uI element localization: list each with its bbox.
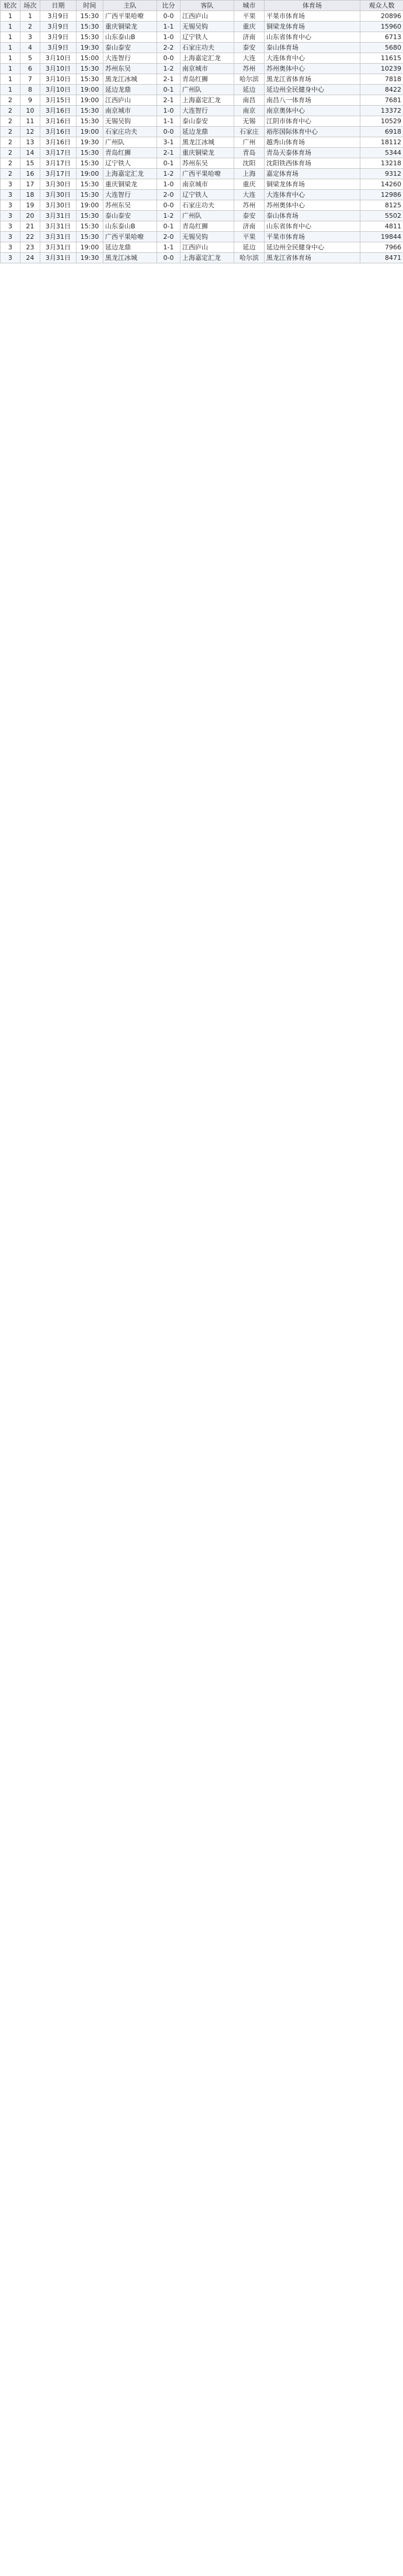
cell-city: 平果: [234, 11, 265, 22]
cell-round: 3: [1, 179, 20, 190]
cell-time: 15:30: [77, 22, 103, 32]
cell-round: 1: [1, 43, 20, 53]
cell-round: 1: [1, 74, 20, 85]
cell-stadium: 铜梁龙体育场: [265, 179, 360, 190]
cell-city: 大连: [234, 190, 265, 200]
cell-time: 19:30: [77, 43, 103, 53]
cell-match: 13: [20, 137, 40, 148]
cell-home-team: 重庆铜梁龙: [103, 179, 157, 190]
cell-home-team: 南京城市: [103, 106, 157, 116]
table-row: [1, 95, 403, 106]
cell-stadium: 延边州全民健身中心: [265, 242, 360, 253]
cell-city: 无锡: [234, 116, 265, 127]
cell-attendance: 10239: [360, 64, 403, 74]
cell-round: 1: [1, 64, 20, 74]
cell-stadium: 铜梁龙体育场: [265, 22, 360, 32]
cell-attendance: 13218: [360, 158, 403, 169]
cell-time: 15:30: [77, 64, 103, 74]
cell-stadium: 大连体育中心: [265, 53, 360, 64]
cell-match: 24: [20, 253, 40, 263]
cell-stadium: 延边州全民健身中心: [265, 85, 360, 95]
cell-away-team: 大连智行: [180, 106, 234, 116]
table-row: [1, 158, 403, 169]
cell-score: 2-0: [157, 190, 180, 200]
cell-away-team: 江西庐山: [180, 11, 234, 22]
cell-home-team: 黑龙江冰城: [103, 74, 157, 85]
cell-city: 重庆: [234, 179, 265, 190]
cell-stadium: 江阴市体育中心: [265, 116, 360, 127]
cell-city: 广州: [234, 137, 265, 148]
cell-match: 6: [20, 64, 40, 74]
cell-time: 19:30: [77, 137, 103, 148]
cell-round: 2: [1, 169, 20, 179]
cell-city: 苏州: [234, 200, 265, 211]
cell-time: 15:30: [77, 148, 103, 158]
cell-time: 15:30: [77, 32, 103, 43]
table-row: [1, 32, 403, 43]
cell-match: 18: [20, 190, 40, 200]
header-row: [1, 1, 403, 11]
cell-time: 15:30: [77, 74, 103, 85]
cell-away-team: 上海嘉定汇龙: [180, 95, 234, 106]
cell-round: 3: [1, 190, 20, 200]
cell-city: 苏州: [234, 64, 265, 74]
table-row: [1, 211, 403, 221]
cell-round: 2: [1, 116, 20, 127]
table-row: [1, 85, 403, 95]
cell-city: 哈尔滨: [234, 253, 265, 263]
cell-round: 2: [1, 95, 20, 106]
cell-match: 2: [20, 22, 40, 32]
cell-city: 沈阳: [234, 158, 265, 169]
cell-time: 19:00: [77, 95, 103, 106]
cell-away-team: 延边龙鼎: [180, 127, 234, 137]
cell-city: 延边: [234, 242, 265, 253]
cell-round: 3: [1, 242, 20, 253]
cell-date: 3月10日: [40, 85, 77, 95]
table-row: [1, 232, 403, 242]
cell-time: 19:00: [77, 127, 103, 137]
cell-match: 14: [20, 148, 40, 158]
cell-home-team: 广西平果哈嘹: [103, 232, 157, 242]
col-header-score: 比分: [157, 1, 180, 11]
cell-stadium: 黑龙江省体育场: [265, 253, 360, 263]
cell-round: 1: [1, 53, 20, 64]
cell-away-team: 重庆铜梁龙: [180, 148, 234, 158]
cell-attendance: 8125: [360, 200, 403, 211]
cell-time: 19:00: [77, 200, 103, 211]
cell-stadium: 泰山体育场: [265, 211, 360, 221]
cell-date: 3月30日: [40, 179, 77, 190]
cell-home-team: 辽宁铁人: [103, 158, 157, 169]
cell-score: 0-0: [157, 11, 180, 22]
cell-stadium: 苏州奥体中心: [265, 64, 360, 74]
cell-match: 23: [20, 242, 40, 253]
table-row: [1, 11, 403, 22]
cell-score: 0-0: [157, 127, 180, 137]
table-row: [1, 253, 403, 263]
cell-match: 16: [20, 169, 40, 179]
cell-away-team: 江西庐山: [180, 242, 234, 253]
cell-away-team: 广西平果哈嘹: [180, 169, 234, 179]
cell-attendance: 5502: [360, 211, 403, 221]
cell-away-team: 青岛红狮: [180, 74, 234, 85]
cell-home-team: 苏州东吴: [103, 200, 157, 211]
cell-time: 15:30: [77, 11, 103, 22]
cell-stadium: 越秀山体育场: [265, 137, 360, 148]
cell-away-team: 泰山泰安: [180, 116, 234, 127]
cell-time: 15:30: [77, 232, 103, 242]
cell-date: 3月31日: [40, 211, 77, 221]
cell-city: 石家庄: [234, 127, 265, 137]
cell-city: 济南: [234, 32, 265, 43]
table-row: [1, 200, 403, 211]
table-row: [1, 127, 403, 137]
cell-city: 大连: [234, 53, 265, 64]
cell-stadium: 山东省体育中心: [265, 32, 360, 43]
cell-home-team: 江西庐山: [103, 95, 157, 106]
cell-round: 2: [1, 148, 20, 158]
cell-attendance: 11615: [360, 53, 403, 64]
cell-city: 延边: [234, 85, 265, 95]
cell-score: 0-1: [157, 85, 180, 95]
cell-attendance: 7966: [360, 242, 403, 253]
cell-attendance: 7818: [360, 74, 403, 85]
table-row: [1, 221, 403, 232]
cell-date: 3月9日: [40, 32, 77, 43]
cell-time: 19:00: [77, 169, 103, 179]
cell-home-team: 延边龙鼎: [103, 85, 157, 95]
cell-city: 泰安: [234, 211, 265, 221]
cell-away-team: 无锡吴钩: [180, 232, 234, 242]
cell-city: 青岛: [234, 148, 265, 158]
cell-score: 1-1: [157, 242, 180, 253]
cell-score: 1-2: [157, 64, 180, 74]
cell-attendance: 6713: [360, 32, 403, 43]
cell-round: 2: [1, 106, 20, 116]
cell-match: 4: [20, 43, 40, 53]
cell-date: 3月15日: [40, 95, 77, 106]
cell-stadium: 山东省体育中心: [265, 221, 360, 232]
cell-match: 17: [20, 179, 40, 190]
table-row: [1, 169, 403, 179]
cell-attendance: 5344: [360, 148, 403, 158]
cell-away-team: 无锡吴钩: [180, 22, 234, 32]
cell-city: 泰安: [234, 43, 265, 53]
cell-score: 0-0: [157, 253, 180, 263]
cell-home-team: 延边龙鼎: [103, 242, 157, 253]
cell-round: 1: [1, 85, 20, 95]
cell-date: 3月17日: [40, 148, 77, 158]
cell-score: 1-2: [157, 169, 180, 179]
cell-time: 19:00: [77, 242, 103, 253]
cell-time: 15:00: [77, 53, 103, 64]
cell-attendance: 10529: [360, 116, 403, 127]
table-row: [1, 116, 403, 127]
cell-round: 1: [1, 32, 20, 43]
cell-match: 7: [20, 74, 40, 85]
cell-date: 3月31日: [40, 242, 77, 253]
match-table: [0, 0, 403, 263]
cell-time: 15:30: [77, 221, 103, 232]
cell-home-team: 广州队: [103, 137, 157, 148]
table-row: [1, 148, 403, 158]
cell-score: 1-0: [157, 179, 180, 190]
table-row: [1, 74, 403, 85]
cell-time: 15:30: [77, 179, 103, 190]
cell-date: 3月16日: [40, 106, 77, 116]
cell-match: 21: [20, 221, 40, 232]
cell-time: 15:30: [77, 190, 103, 200]
table-body: [1, 11, 403, 263]
cell-score: 2-2: [157, 43, 180, 53]
cell-away-team: 苏州东吴: [180, 158, 234, 169]
cell-attendance: 4811: [360, 221, 403, 232]
cell-match: 3: [20, 32, 40, 43]
cell-round: 3: [1, 221, 20, 232]
cell-date: 3月10日: [40, 53, 77, 64]
cell-match: 22: [20, 232, 40, 242]
cell-round: 2: [1, 137, 20, 148]
cell-attendance: 20896: [360, 11, 403, 22]
cell-date: 3月30日: [40, 190, 77, 200]
cell-match: 20: [20, 211, 40, 221]
cell-city: 济南: [234, 221, 265, 232]
col-header-stadium: 体育场: [265, 1, 360, 11]
col-header-attendance: 观众人数: [360, 1, 403, 11]
cell-home-team: 黑龙江冰城: [103, 253, 157, 263]
cell-score: 2-0: [157, 232, 180, 242]
cell-attendance: 8471: [360, 253, 403, 263]
cell-attendance: 19844: [360, 232, 403, 242]
cell-home-team: 石家庄功夫: [103, 127, 157, 137]
cell-away-team: 南京城市: [180, 179, 234, 190]
cell-stadium: 南昌八一体育场: [265, 95, 360, 106]
cell-city: 南京: [234, 106, 265, 116]
cell-round: 2: [1, 127, 20, 137]
cell-match: 11: [20, 116, 40, 127]
cell-score: 1-1: [157, 22, 180, 32]
cell-date: 3月9日: [40, 22, 77, 32]
cell-date: 3月9日: [40, 43, 77, 53]
cell-attendance: 14260: [360, 179, 403, 190]
table-row: [1, 106, 403, 116]
cell-score: 1-0: [157, 106, 180, 116]
table-row: [1, 43, 403, 53]
table-row: [1, 64, 403, 74]
cell-match: 15: [20, 158, 40, 169]
cell-round: 2: [1, 158, 20, 169]
cell-round: 3: [1, 253, 20, 263]
cell-attendance: 13372: [360, 106, 403, 116]
cell-stadium: 黑龙江省体育场: [265, 74, 360, 85]
cell-home-team: 大连智行: [103, 53, 157, 64]
cell-away-team: 南京城市: [180, 64, 234, 74]
cell-match: 19: [20, 200, 40, 211]
cell-time: 19:30: [77, 253, 103, 263]
cell-home-team: 青岛红狮: [103, 148, 157, 158]
cell-match: 12: [20, 127, 40, 137]
cell-away-team: 石家庄功夫: [180, 200, 234, 211]
cell-city: 南昌: [234, 95, 265, 106]
cell-away-team: 广州队: [180, 211, 234, 221]
col-header-city: 城市: [234, 1, 265, 11]
cell-score: 1-2: [157, 211, 180, 221]
cell-home-team: 泰山泰安: [103, 211, 157, 221]
col-header-date: 日期: [40, 1, 77, 11]
cell-date: 3月16日: [40, 137, 77, 148]
cell-date: 3月10日: [40, 64, 77, 74]
cell-date: 3月17日: [40, 169, 77, 179]
cell-home-team: 重庆铜梁龙: [103, 22, 157, 32]
cell-stadium: 平果市体育场: [265, 232, 360, 242]
cell-home-team: 上海嘉定汇龙: [103, 169, 157, 179]
cell-time: 15:30: [77, 158, 103, 169]
cell-away-team: 广州队: [180, 85, 234, 95]
table-row: [1, 53, 403, 64]
table-row: [1, 242, 403, 253]
cell-round: 1: [1, 11, 20, 22]
cell-attendance: 9312: [360, 169, 403, 179]
cell-attendance: 15960: [360, 22, 403, 32]
cell-away-team: 上海嘉定汇龙: [180, 53, 234, 64]
cell-date: 3月16日: [40, 127, 77, 137]
cell-time: 15:30: [77, 211, 103, 221]
cell-city: 平果: [234, 232, 265, 242]
cell-city: 哈尔滨: [234, 74, 265, 85]
cell-away-team: 辽宁铁人: [180, 190, 234, 200]
cell-home-team: 广西平果哈嘹: [103, 11, 157, 22]
cell-match: 9: [20, 95, 40, 106]
table-row: [1, 137, 403, 148]
cell-round: 3: [1, 211, 20, 221]
cell-home-team: 大连智行: [103, 190, 157, 200]
cell-attendance: 7681: [360, 95, 403, 106]
cell-stadium: 嘉定体育场: [265, 169, 360, 179]
cell-match: 1: [20, 11, 40, 22]
cell-stadium: 南京奥体中心: [265, 106, 360, 116]
cell-date: 3月16日: [40, 116, 77, 127]
cell-round: 3: [1, 200, 20, 211]
cell-round: 3: [1, 232, 20, 242]
cell-home-team: 山东泰山B: [103, 32, 157, 43]
cell-stadium: 大连体育中心: [265, 190, 360, 200]
cell-attendance: 8422: [360, 85, 403, 95]
cell-away-team: 上海嘉定汇龙: [180, 253, 234, 263]
table-row: [1, 22, 403, 32]
cell-date: 3月9日: [40, 11, 77, 22]
cell-match: 8: [20, 85, 40, 95]
cell-round: 1: [1, 22, 20, 32]
cell-home-team: 泰山泰安: [103, 43, 157, 53]
cell-date: 3月31日: [40, 232, 77, 242]
col-header-home: 主队: [103, 1, 157, 11]
cell-time: 19:00: [77, 85, 103, 95]
cell-home-team: 无锡吴钩: [103, 116, 157, 127]
cell-date: 3月17日: [40, 158, 77, 169]
col-header-time: 时间: [77, 1, 103, 11]
col-header-away: 客队: [180, 1, 234, 11]
cell-score: 2-1: [157, 95, 180, 106]
cell-score: 1-1: [157, 116, 180, 127]
cell-date: 3月30日: [40, 200, 77, 211]
cell-stadium: 泰山体育场: [265, 43, 360, 53]
cell-stadium: 青岛天泰体育场: [265, 148, 360, 158]
cell-home-team: 苏州东吴: [103, 64, 157, 74]
cell-city: 重庆: [234, 22, 265, 32]
cell-city: 上海: [234, 169, 265, 179]
cell-match: 5: [20, 53, 40, 64]
cell-home-team: 山东泰山B: [103, 221, 157, 232]
cell-attendance: 5680: [360, 43, 403, 53]
cell-date: 3月31日: [40, 253, 77, 263]
cell-time: 15:30: [77, 106, 103, 116]
cell-attendance: 6918: [360, 127, 403, 137]
cell-score: 0-1: [157, 221, 180, 232]
cell-stadium: 沈阳铁西体育场: [265, 158, 360, 169]
cell-away-team: 青岛红狮: [180, 221, 234, 232]
cell-away-team: 辽宁铁人: [180, 32, 234, 43]
cell-away-team: 黑龙江冰城: [180, 137, 234, 148]
table-row: [1, 179, 403, 190]
table-row: [1, 190, 403, 200]
cell-stadium: 平果市体育场: [265, 11, 360, 22]
cell-score: 0-1: [157, 158, 180, 169]
cell-away-team: 石家庄功夫: [180, 43, 234, 53]
cell-date: 3月31日: [40, 221, 77, 232]
cell-time: 15:30: [77, 116, 103, 127]
cell-attendance: 12986: [360, 190, 403, 200]
col-header-round: 轮次: [1, 1, 20, 11]
cell-score: 0-0: [157, 53, 180, 64]
col-header-match: 场次: [20, 1, 40, 11]
cell-score: 0-0: [157, 200, 180, 211]
cell-stadium: 苏州奥体中心: [265, 200, 360, 211]
cell-score: 3-1: [157, 137, 180, 148]
cell-score: 1-0: [157, 32, 180, 43]
cell-stadium: 裕彤国际体育中心: [265, 127, 360, 137]
cell-date: 3月10日: [40, 74, 77, 85]
cell-attendance: 18112: [360, 137, 403, 148]
cell-score: 2-1: [157, 148, 180, 158]
cell-match: 10: [20, 106, 40, 116]
cell-score: 2-1: [157, 74, 180, 85]
